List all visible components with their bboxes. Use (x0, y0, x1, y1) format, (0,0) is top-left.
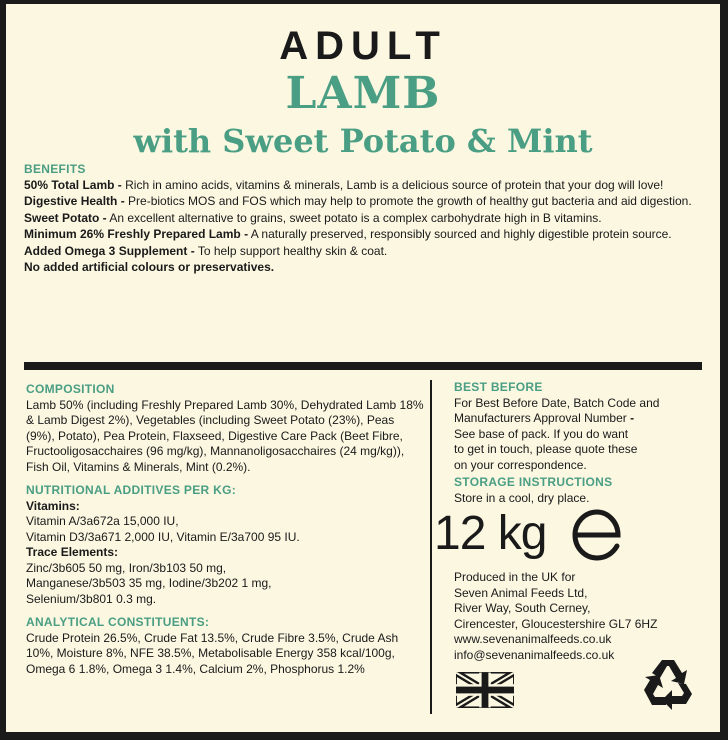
benefits-heading: BENEFITS (24, 162, 86, 176)
composition-text: Lamb 50% (including Freshly Prepared Lamb 30%, Dehydrated Lamb 18% & Lamb Digest 2%), Vegetables (including Sweet Potato (23%), Peas (9%), Potato), Pea Protein, Flaxseed, Digestive Care Pack (Beet Fibre, Fructooligosacchaires (96 mg/kg), Mannanoligosacchaires (24 mg/kg)), Fish Oil, Vitamins & Minerals, Mint (0.2%). (26, 397, 424, 474)
analytical-heading: ANALYTICAL CONSTITUENTS: (26, 615, 210, 629)
union-jack-flag-icon (456, 672, 514, 708)
vitamins-text: Vitamin A/3a672a 15,000 IU, Vitamin D3/3a671 2,000 IU, Vitamin E/3a700 95 IU. (26, 514, 300, 544)
section-divider (24, 362, 702, 370)
best-before-line: Manufacturers Approval Number - (454, 411, 635, 425)
trace-elements-label: Trace Elements: (26, 545, 119, 559)
composition-column (26, 380, 424, 685)
benefit-item: Sweet Potato - An excellent alternative to grains, sweet potato is a complex carbohydrate high in B vitamins. (24, 210, 602, 225)
manufacturer-info: Produced in the UK for Seven Animal Feeds Ltd, River Way, South Cerney, Cirencester, Gloucestershire GL7 6HZ www.sevenanimalfeeds.co.uk info@sevenanimalfeeds.co.uk (454, 570, 658, 662)
recycle-icon (638, 654, 698, 714)
best-before-line: For Best Before Date, Batch Code and (454, 395, 660, 410)
benefit-item: Minimum 26% Freshly Prepared Lamb - A naturally preserved, responsibly sourced and highly digestible protein source. (24, 227, 672, 241)
best-before-text: See base of pack. If you do want to get in touch, please quote these on your correspondence. (454, 426, 638, 472)
storage-heading: STORAGE INSTRUCTIONS (454, 475, 613, 489)
benefit-item: 50% Total Lamb - Rich in amino acids, vitamins & minerals, Lamb is a delicious source of protein that your dog will love! (24, 177, 664, 192)
composition-section (26, 382, 424, 475)
vitamins-label: Vitamins: (26, 498, 80, 513)
benefit-item: Digestive Health - Pre-biotics MOS and FOS which may help to promote the growth of healthy gut bacteria and aid digestion. (24, 194, 692, 208)
best-before-heading: BEST BEFORE (454, 380, 543, 394)
analytical-text: Crude Protein 26.5%, Crude Fat 13.5%, Crude Fibre 3.5%, Crude Ash 10%, Moisture 8%, NFE 38.5%, Metabolisable Energy 358 kcal/100g, Omega 6 1.8%, Omega 3 1.4%, Calcium 2%, Phosphorus 1.2% (26, 630, 399, 676)
additives-heading: NUTRITIONAL ADDITIVES PER KG: (26, 483, 237, 497)
net-weight: 12 kg (434, 507, 547, 560)
composition-heading: COMPOSITION (26, 382, 115, 396)
benefit-item: Added Omega 3 Supplement - To help support healthy skin & coat. (24, 243, 388, 258)
analytical-section (26, 615, 424, 677)
estimated-sign-icon (566, 506, 630, 562)
pet-food-label (6, 4, 720, 732)
storage-text: Store in a cool, dry place. (454, 490, 590, 505)
product-subtitle: with Sweet Potato & Mint (133, 122, 593, 160)
additives-section (26, 483, 424, 607)
benefits-section (24, 162, 700, 277)
info-column (454, 380, 704, 506)
column-divider (430, 380, 432, 714)
product-title: LAMB (285, 68, 441, 119)
trace-elements-text: Zinc/3b605 50 mg, Iron/3b103 50 mg, Manganese/3b503 35 mg, Iodine/3b202 1 mg, Selenium/3b801 0.3 mg. (26, 560, 272, 606)
no-additives-statement: No added artificial colours or preservatives. (24, 260, 275, 274)
life-stage-title: ADULT (279, 24, 447, 68)
